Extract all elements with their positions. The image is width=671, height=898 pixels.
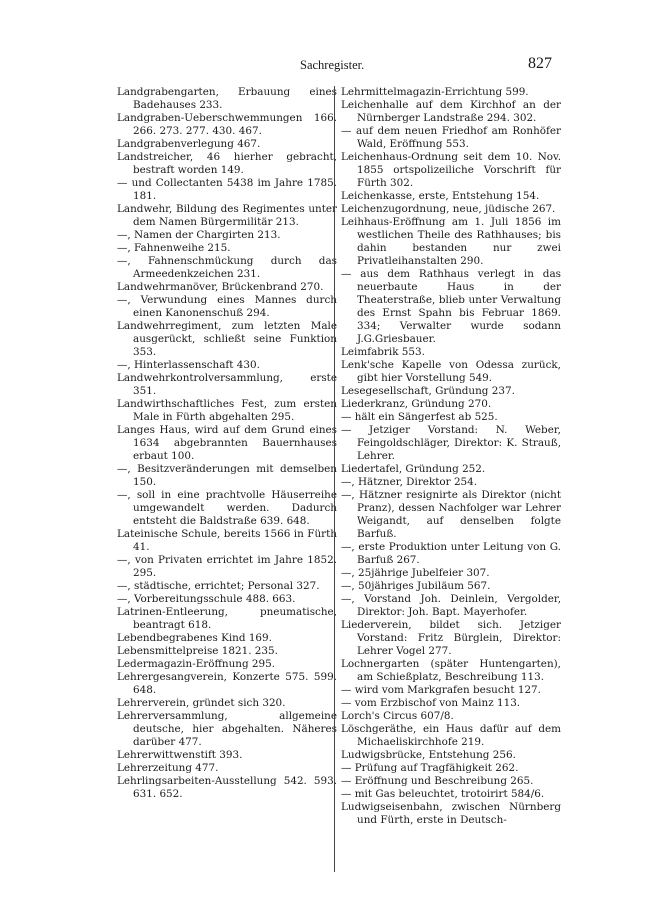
index-entry: — aus dem Rathhaus verlegt in das neuerbaute Haus in der Theaterstraße, blieb unter Verwaltung des Ernst Spahn bis Februar 1869. 334; Verwalter wurde sodann J.G.Griesbauer. — [341, 268, 561, 345]
index-entry: Ludwigseisenbahn, zwischen Nürnberg und Fürth, erste in Deutsch- — [341, 801, 561, 826]
index-entry: Liedertafel, Gründung 252. — [341, 463, 486, 475]
index-entry: Lehrerwittwenstift 393. — [117, 749, 243, 761]
index-entry: Lehrerverein, gründet sich 320. — [117, 697, 286, 709]
index-entry: Leichenhalle auf dem Kirchhof an der Nürnberger Landstraße 294. 302. — [341, 99, 561, 124]
index-entry: —, 50jähriges Jubiläum 567. — [341, 580, 491, 592]
index-entry: Landgraben-Ueberschwemmungen 166. 266. 273. 277. 430. 467. — [117, 112, 337, 137]
page-header-title: Sachregister. — [300, 58, 365, 72]
index-entry: — wird vom Markgrafen besucht 127. — [341, 684, 541, 696]
index-entry: Lebendbegrabenes Kind 169. — [117, 632, 272, 644]
index-entry: — Jetziger Vorstand: N. Weber, Feingoldschläger, Direktor: K. Strauß, Lehrer. — [341, 424, 561, 462]
index-entry: Landstreicher, 46 hierher gebracht, bestraft worden 149. — [117, 151, 337, 176]
index-entry: —, erste Produktion unter Leitung von G. Barfuß 267. — [341, 541, 561, 566]
index-entry: —, städtische, errichtet; Personal 327. — [117, 580, 320, 592]
index-entry: Lehrlingsarbeiten-Ausstellung 542. 593. 631. 652. — [117, 775, 337, 800]
index-entry: —, von Privaten errichtet im Jahre 1852. 295. — [117, 554, 337, 579]
index-entry: Landwehrregiment, zum letzten Male ausgerückt, schließt seine Funktion 353. — [117, 320, 337, 358]
index-entry: — hält ein Sängerfest ab 525. — [341, 411, 498, 423]
index-entry: — auf dem neuen Friedhof am Ronhöfer Wald, Eröffnung 553. — [341, 125, 561, 150]
index-entry: —, Vorbereitungsschule 488. 663. — [117, 593, 296, 605]
index-entry: Lenk'sche Kapelle von Odessa zurück, gibt hier Vorstellung 549. — [341, 359, 561, 384]
index-entry: Lehrergesangverein, Konzerte 575. 599. 648. — [117, 671, 337, 696]
index-entry: Lehrerversammlung, allgemeine deutsche, hier abgehalten. Näheres darüber 477. — [117, 710, 337, 748]
index-entry: Leichenkasse, erste, Entstehung 154. — [341, 190, 540, 202]
index-entry: Landgrabenverlegung 467. — [117, 138, 261, 150]
index-entry: Lateinische Schule, bereits 1566 in Fürth 41. — [117, 528, 337, 553]
index-entry: — und Collectanten 5438 im Jahre 1785. 181. — [117, 177, 337, 202]
index-entry: Liederverein, bildet sich. Jetziger Vorstand: Fritz Bürglein, Direktor: Lehrer Vogel 277. — [341, 619, 561, 657]
index-entry: —, Verwundung eines Mannes durch einen Kanonenschuß 294. — [117, 294, 337, 319]
index-entry: Landwehrkontrolversammlung, erste 351. — [117, 372, 337, 397]
index-entry: Löschgeräthe, ein Haus dafür auf dem Michaeliskirchhofe 219. — [341, 723, 561, 748]
index-entry: — vom Erzbischof von Mainz 113. — [341, 697, 521, 709]
index-entry: —, Hätzner, Direktor 254. — [341, 476, 478, 488]
index-entry: —, Namen der Chargirten 213. — [117, 229, 281, 241]
index-entry: —, Hätzner resignirte als Direktor (nicht Pranz), dessen Nachfolger war Lehrer Weigandt, auf denselben folgte Barfuß. — [341, 489, 561, 540]
index-entry: — Prüfung auf Tragfähigkeit 262. — [341, 762, 519, 774]
index-entry: Landwehrmanöver, Brückenbrand 270. — [117, 281, 324, 293]
index-entry: —, Vorstand Joh. Deinlein, Vergolder, Direktor: Joh. Bapt. Mayerhofer. — [341, 593, 561, 618]
index-entry: —, 25jährige Jubelfeier 307. — [341, 567, 490, 579]
index-entry: Leihhaus-Eröffnung am 1. Juli 1856 im westlichen Theile des Rathhauses; bis dahin bestanden nur zwei Privatleihanstalten 290. — [341, 216, 561, 267]
index-entry: Lebensmittelpreise 1821. 235. — [117, 645, 278, 657]
index-entry: Liederkranz, Gründung 270. — [341, 398, 492, 410]
index-entry: Leichenhaus-Ordnung seit dem 10. Nov. 1855 ortspolizeiliche Vorschrift für Fürth 302. — [341, 151, 561, 189]
index-entry: —, Hinterlassenschaft 430. — [117, 359, 260, 371]
index-entry: Lorch's Circus 607/8. — [341, 710, 454, 722]
index-entry: Landwehr, Bildung des Regimentes unter dem Namen Bürgermilitär 213. — [117, 203, 337, 228]
index-entry: Landwirthschaftliches Fest, zum ersten Male in Fürth abgehalten 295. — [117, 398, 337, 423]
index-entry: Lehrmittelmagazin-Errichtung 599. — [341, 86, 529, 98]
page-number: 827 — [528, 55, 552, 72]
index-entry: Latrinen-Entleerung, pneumatische, beantragt 618. — [117, 606, 337, 631]
index-entry: Lochnergarten (später Huntengarten), am Schießplatz, Beschreibung 113. — [341, 658, 561, 683]
index-column-left — [117, 86, 337, 801]
index-entry: Lehrerzeitung 477. — [117, 762, 219, 774]
index-entry: —, Fahnenweihe 215. — [117, 242, 231, 254]
index-entry: — Eröffnung und Beschreibung 265. — [341, 775, 534, 787]
index-entry: Leimfabrik 553. — [341, 346, 425, 358]
index-column-right — [341, 86, 561, 827]
index-entry: —, soll in eine prachtvolle Häuserreihe umgewandelt werden. Dadurch entsteht die Baldstraße 639. 648. — [117, 489, 337, 527]
index-entry: Langes Haus, wird auf dem Grund eines 1634 abgebrannten Bauernhauses erbaut 100. — [117, 424, 337, 462]
index-entry: Ludwigsbrücke, Entstehung 256. — [341, 749, 516, 761]
index-entry: Landgrabengarten, Erbauung eines Badehauses 233. — [117, 86, 337, 111]
index-entry: —, Besitzveränderungen mit demselben 150. — [117, 463, 337, 488]
index-entry: —, Fahnenschmückung durch das Armeedenkzeichen 231. — [117, 255, 337, 280]
index-entry: — mit Gas beleuchtet, trotoirirt 584/6. — [341, 788, 545, 800]
index-entry: Lesegesellschaft, Gründung 237. — [341, 385, 515, 397]
column-divider — [334, 86, 335, 872]
index-entry: Ledermagazin-Eröffnung 295. — [117, 658, 276, 670]
index-entry: Leichenzugordnung, neue, jüdische 267. — [341, 203, 556, 215]
